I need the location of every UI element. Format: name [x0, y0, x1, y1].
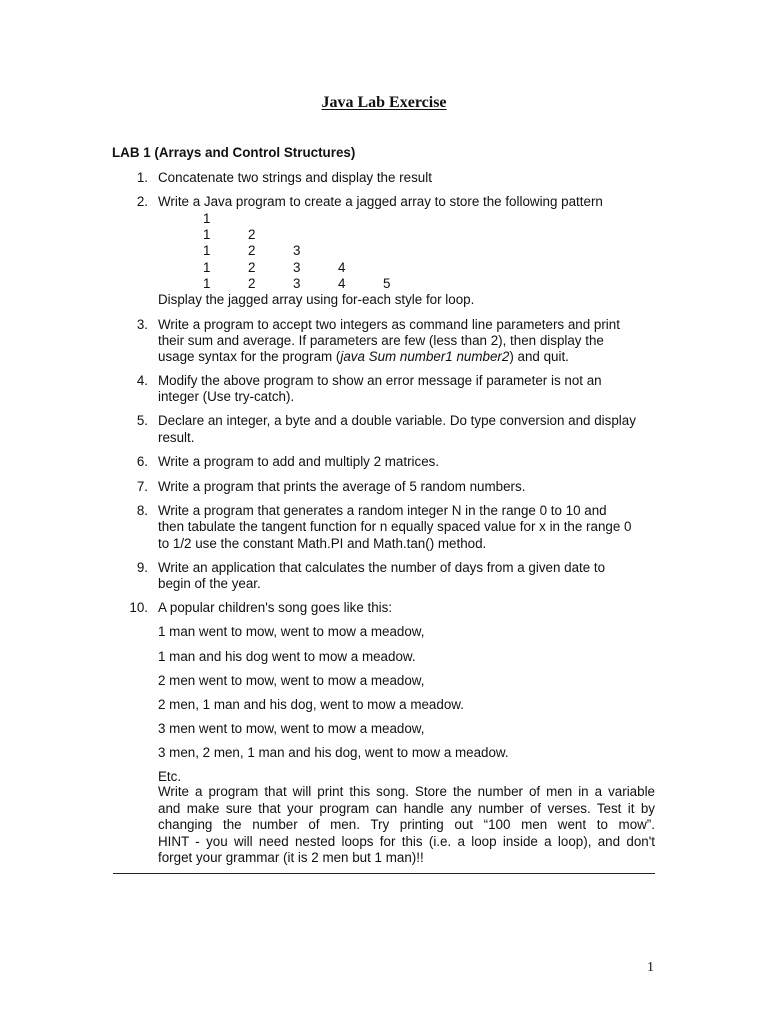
song-line: Etc. [158, 769, 182, 784]
item-number: 6. [136, 454, 148, 469]
item-number: 2. [136, 194, 148, 209]
assignment-paragraph [158, 784, 655, 867]
pattern-cell: 4 [338, 276, 346, 291]
item-number: 5. [136, 413, 148, 428]
item-text [158, 349, 569, 365]
item-text: result. [158, 430, 195, 445]
item-text: their sum and average. If parameters are few (less than 2), then display the [158, 333, 604, 348]
item-text-part: ) and quit. [509, 349, 569, 364]
item-text: to 1/2 use the constant Math.PI and Math.tan() method. [158, 536, 487, 551]
item-text: integer (Use try-catch). [158, 389, 295, 404]
item-text: then tabulate the tangent function for n equally spaced value for x in the range 0 [158, 519, 632, 534]
usage-syntax: java Sum number1 number2 [340, 349, 510, 364]
pattern-cell: 2 [248, 227, 256, 242]
item-number: 10. [129, 600, 148, 615]
item-text: Write a Java program to create a jagged array to store the following pattern [158, 194, 603, 209]
pattern-cell: 1 [203, 243, 211, 258]
item-text-part: usage syntax for the program ( [158, 349, 341, 364]
item-text: Write a program that prints the average of 5 random numbers. [158, 479, 526, 494]
page-title: Java Lab Exercise [321, 94, 447, 111]
pattern-cell: 2 [248, 276, 256, 291]
pattern-cell: 3 [293, 260, 301, 275]
song-line: 2 men, 1 man and his dog, went to mow a meadow. [158, 697, 464, 712]
song-line: 3 men went to mow, went to mow a meadow, [158, 721, 425, 736]
item-text: Write an application that calculates the number of days from a given date to [158, 560, 606, 575]
paragraph-line: changing the number of men. Try printing out “100 men went to mow”. [158, 817, 655, 833]
paragraph-line: forget your grammar (it is 2 men but 1 man)!! [158, 850, 424, 866]
item-number: 3. [136, 317, 148, 332]
item-text: Write a program to accept two integers as command line parameters and print [158, 317, 620, 332]
song-line: 1 man went to mow, went to mow a meadow, [158, 624, 425, 639]
page-number: 1 [647, 960, 654, 975]
pattern-cell: 3 [293, 243, 301, 258]
lab-heading: LAB 1 (Arrays and Control Structures) [112, 145, 356, 160]
pattern-cell: 2 [248, 243, 256, 258]
item-number: 8. [136, 503, 148, 518]
item-text: Concatenate two strings and display the result [158, 170, 432, 185]
item-number: 4. [136, 373, 148, 388]
pattern-cell: 1 [203, 211, 211, 226]
paragraph-line: HINT - you will need nested loops for this (i.e. a loop inside a loop), and don't [158, 833, 655, 849]
item-text: Modify the above program to show an error message if parameter is not an [158, 373, 602, 388]
song-line: 2 men went to mow, went to mow a meadow, [158, 673, 425, 688]
item-number: 7. [136, 479, 148, 494]
item-text: begin of the year. [158, 576, 261, 591]
pattern-cell: 5 [383, 276, 391, 291]
pattern-cell: 1 [203, 276, 211, 291]
item-number: 9. [136, 560, 148, 575]
pattern-cell: 3 [293, 276, 301, 291]
pattern-cell: 1 [203, 227, 211, 242]
item-text: Display the jagged array using for-each style for loop. [158, 292, 475, 307]
item-text: Write a program to add and multiply 2 matrices. [158, 454, 440, 469]
paragraph-line: Write a program that will print this song. Store the number of men in a variable [158, 784, 655, 799]
horizontal-rule [113, 873, 655, 874]
item-text: Write a program that generates a random integer N in the range 0 to 10 and [158, 503, 607, 518]
song-line: 3 men, 2 men, 1 man and his dog, went to mow a meadow. [158, 745, 509, 760]
item-text: A popular children's song goes like this: [158, 600, 393, 615]
paragraph-line: and make sure that your program can handle any number of verses. Test it by [158, 800, 655, 816]
pattern-cell: 1 [203, 260, 211, 275]
pattern-cell: 2 [248, 260, 256, 275]
song-line: 1 man and his dog went to mow a meadow. [158, 649, 416, 664]
item-text: Declare an integer, a byte and a double variable. Do type conversion and display [158, 413, 636, 428]
item-number: 1. [136, 170, 148, 185]
pattern-cell: 4 [338, 260, 346, 275]
